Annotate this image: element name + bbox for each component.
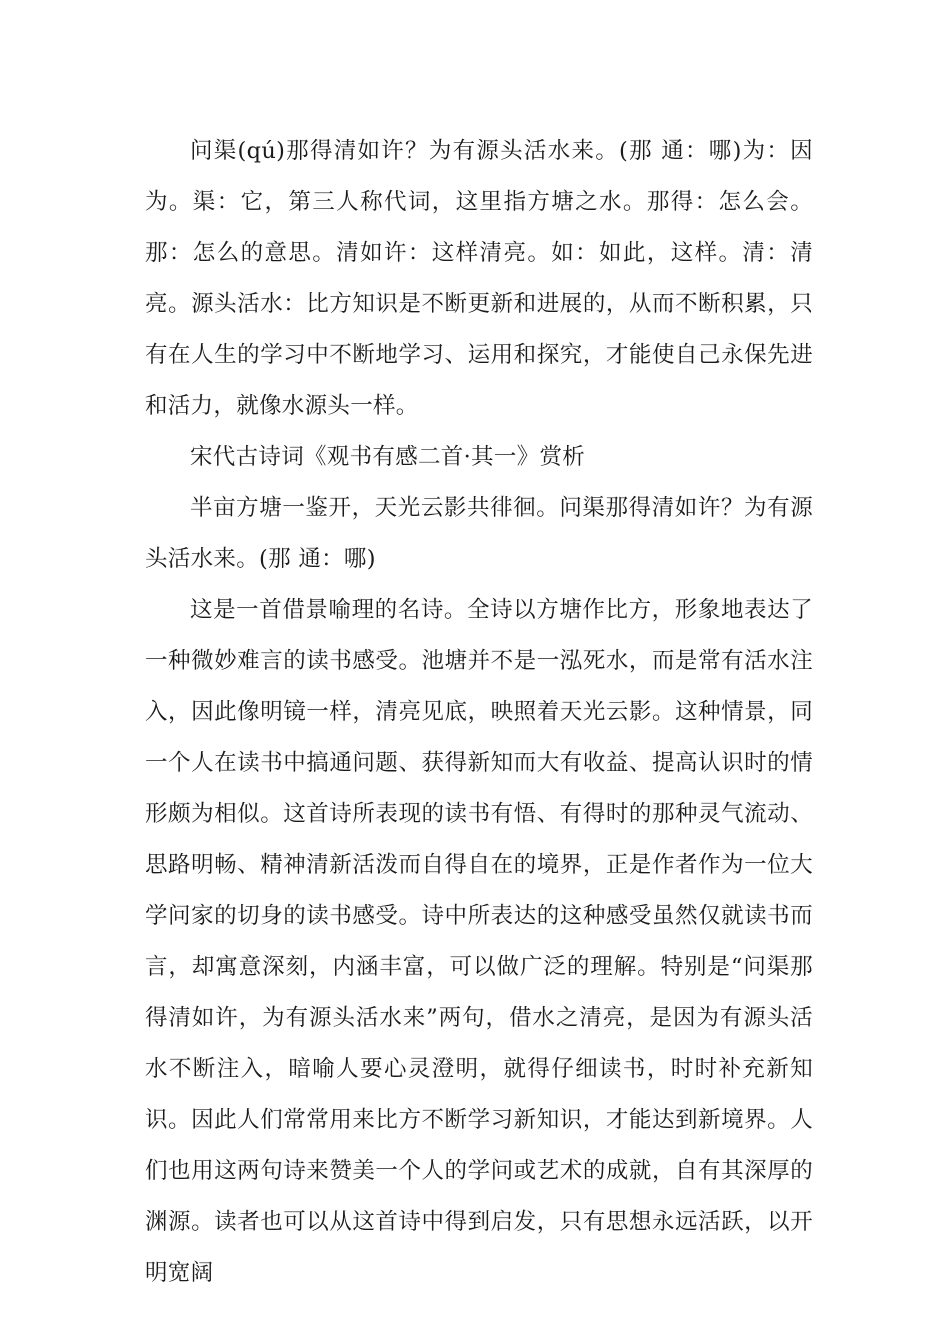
document-body xyxy=(145,126,813,1299)
paragraph-analysis: 这是一首借景喻理的名诗。全诗以方塘作比方，形象地表达了一种微妙难言的读书感受。池塘并不是一泓死水，而是常有活水注入，因此像明镜一样，清亮见底，映照着天光云影。这种情景，同一个人在读书中搞通问题、获得新知而大有收益、提高认识时的情形颇为相似。这首诗所表现的读书有悟、有得时的那种灵气流动、思路明畅、精神清新活泼而自得自在的境界，正是作者作为一位大学问家的切身的读书感受。诗中所表达的这种感受虽然仅就读书而言，却寓意深刻，内涵丰富，可以做广泛的理解。特别是“问渠那得清如许，为有源头活水来”两句，借水之清亮，是因为有源头活水不断注入，暗喻人要心灵澄明，就得仔细读书，时时补充新知识。因此人们常常用来比方不断学习新知识，才能达到新境界。人们也用这两句诗来赞美一个人的学问或艺术的成就，自有其深厚的渊源。读者也可以从这首诗中得到启发，只有思想永远活跃，以开明宽阔 xyxy=(145,597,813,1286)
paragraph-poem: 半亩方塘一鉴开，天光云影共徘徊。问渠那得清如许？为有源头活水来。(那 通：哪) xyxy=(145,495,813,572)
paragraph-annotation: 问渠(qú)那得清如许？为有源头活水来。(那 通：哪)为：因为。渠：它，第三人称代词，这里指方塘之水。那得：怎么会。那：怎么的意思。清如许：这样清亮。如：如此，这样。清：清亮。源头活水：比方知识是不断更新和进展的，从而不断积累，只有在人生的学习中不断地学习、运用和探究，才能使自己永保先进和活力，就像水源头一样。 xyxy=(145,138,813,419)
paragraph-heading-appreciation: 宋代古诗词《观书有感二首·其一》赏析 xyxy=(190,444,586,470)
